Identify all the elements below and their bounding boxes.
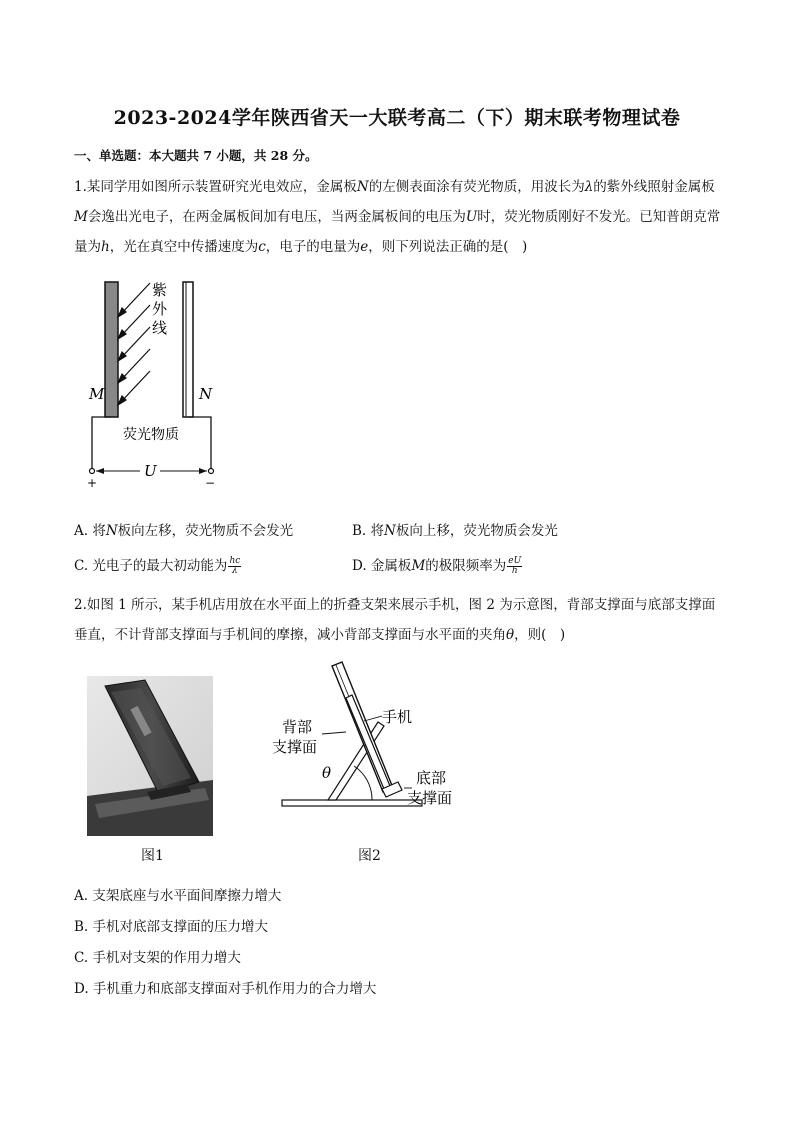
uv-rays — [118, 283, 150, 405]
theta-arc — [354, 766, 372, 800]
photoelectric-figure — [80, 275, 230, 490]
back-label-2: 支撑面 — [272, 738, 318, 756]
uv-label-2: 外 — [152, 300, 168, 318]
plate-n — [183, 282, 193, 417]
uv-label-3: 线 — [152, 319, 168, 337]
plate-m-label: M — [89, 385, 105, 403]
plate-n-label: N — [199, 385, 213, 403]
plus-sign: + — [87, 476, 98, 490]
page-title: 2023-2024学年陕西省天一大联考高二（下）期末联考物理试卷 — [113, 107, 681, 129]
question-2-text: 2.如图 1 所示，某手机店用放在水平面上的折叠支架来展示手机，图 2 为示意图，背部支撑面与底部支撑面垂直，不计背部支撑面与手机间的摩擦，减小背部支撑面与水平面的夹角θ，则( ) — [74, 597, 716, 643]
section-heading: 一、单选题：本大题共 7 小题，共 28 分。 — [74, 148, 318, 163]
q1-option-a[interactable]: A. 将N板向左移，荧光物质不会发光 — [74, 523, 294, 539]
phone-stand-schematic — [262, 658, 467, 818]
fluor-label: 荧光物质 — [123, 427, 179, 443]
figure-2-caption: 图2 — [358, 848, 381, 864]
q1-option-d[interactable]: D. 金属板M的极限频率为 $\frac{eU}{h}$ — [352, 556, 522, 576]
circuit-wire — [92, 417, 111, 469]
q2-option-d[interactable]: D. 手机重力和底部支撑面对手机作用力的合力增大 — [74, 981, 377, 997]
voltage-label: U — [144, 462, 157, 480]
q2-option-b[interactable]: B. 手机对底部支撑面的压力增大 — [74, 919, 269, 935]
q1-option-b[interactable]: B. 将N板向上移，荧光物质会发光 — [352, 523, 558, 539]
ground-base — [282, 800, 422, 806]
question-1-text: 1.某同学用如图所示装置研究光电效应，金属板N的左侧表面涂有荧光物质，用波长为λ的紫外线照射金属板M会逸出光电子，在两金属板间加有电压，当两金属板间的电压为U时，荧光物质刚好不发光。已知普朗克常量为h，光在真空中传播速度为c，电子的电量为e，则下列说法正确的是( ) — [74, 179, 721, 255]
q2-option-c[interactable]: C. 手机对支架的作用力增大 — [74, 950, 241, 966]
theta-label: θ — [322, 764, 332, 782]
bottom-label-1: 底部 — [416, 769, 447, 787]
fraction-hc-lambda: $\frac{hc}{\lambda}$ — [229, 556, 241, 576]
figure-1-caption: 图1 — [141, 848, 164, 864]
q1-option-c[interactable]: C. 光电子的最大初动能为 $\frac{hc}{\lambda}$ — [74, 556, 241, 576]
phone-label: 手机 — [382, 708, 413, 726]
terminal-minus — [209, 469, 214, 474]
fraction-eu-h: $\frac{eU}{h}$ — [508, 556, 522, 576]
q2-option-a[interactable]: A. 支架底座与水平面间摩擦力增大 — [74, 888, 282, 904]
phone-stand-photo — [87, 676, 213, 836]
uv-label-1: 紫 — [152, 281, 168, 299]
bottom-label-2: 支撑面 — [407, 789, 453, 807]
terminal-plus — [90, 469, 95, 474]
plate-m — [105, 282, 118, 417]
minus-sign: − — [205, 476, 216, 490]
back-label-1: 背部 — [282, 718, 313, 736]
